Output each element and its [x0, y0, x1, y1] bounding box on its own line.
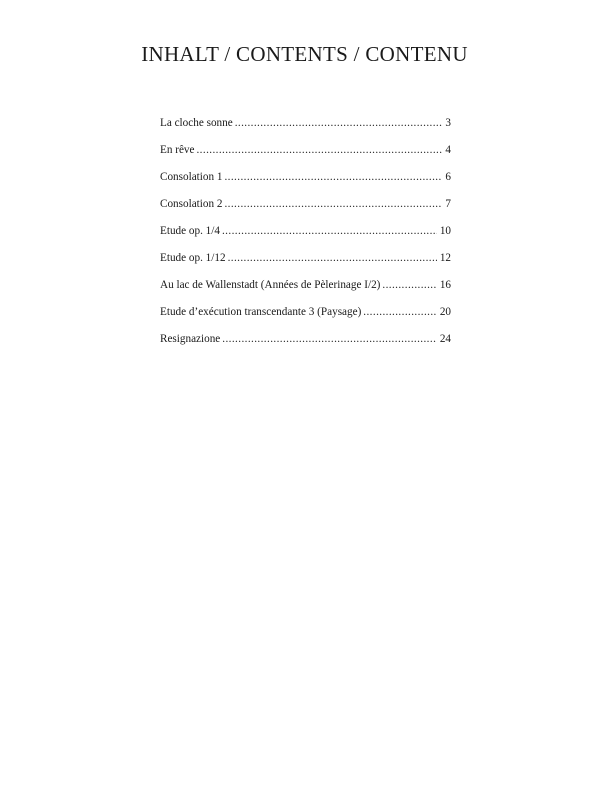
- toc-entry: [160, 198, 451, 225]
- toc-entry-page: 4: [445, 144, 451, 156]
- toc-entry: [160, 144, 451, 171]
- dot-leader: [363, 306, 437, 318]
- table-of-contents: [160, 117, 451, 360]
- toc-entry-title: Etude d’exécution transcendante 3 (Paysage): [160, 306, 362, 318]
- page-title: INHALT / CONTENTS / CONTENU: [141, 42, 468, 66]
- dot-leader: [224, 198, 442, 210]
- dot-leader: [228, 252, 437, 264]
- toc-entry-page: 16: [439, 279, 451, 291]
- dot-leader: [222, 225, 437, 237]
- toc-entry-page: 20: [439, 306, 451, 318]
- toc-entry: [160, 171, 451, 198]
- toc-entry-page: 6: [445, 171, 451, 183]
- dot-leader: [382, 279, 436, 291]
- toc-entry: [160, 279, 451, 306]
- dot-leader: [224, 171, 442, 183]
- toc-entry-title: Resignazione: [160, 333, 221, 345]
- toc-entry-title: Consolation 1: [160, 171, 223, 183]
- toc-entry-title: Etude op. 1/12: [160, 252, 226, 264]
- toc-entry: [160, 333, 451, 360]
- toc-entry-title: Consolation 2: [160, 198, 223, 210]
- toc-entry-title: En rêve: [160, 144, 195, 156]
- dot-leader: [222, 333, 437, 345]
- toc-entry-title: Etude op. 1/4: [160, 225, 220, 237]
- toc-entry-title: La cloche sonne: [160, 117, 233, 129]
- toc-entry: [160, 306, 451, 333]
- toc-entry: [160, 225, 451, 252]
- toc-entry-page: 24: [439, 333, 451, 345]
- toc-entry-page: 3: [445, 117, 451, 129]
- toc-entry-title: Au lac de Wallenstadt (Années de Pèlerinage I/2): [160, 279, 381, 291]
- toc-entry-page: 7: [445, 198, 451, 210]
- toc-entry: [160, 117, 451, 144]
- toc-entry: [160, 252, 451, 279]
- dot-leader: [235, 117, 443, 129]
- dot-leader: [196, 144, 442, 156]
- toc-entry-page: 12: [439, 252, 451, 264]
- toc-entry-page: 10: [439, 225, 451, 237]
